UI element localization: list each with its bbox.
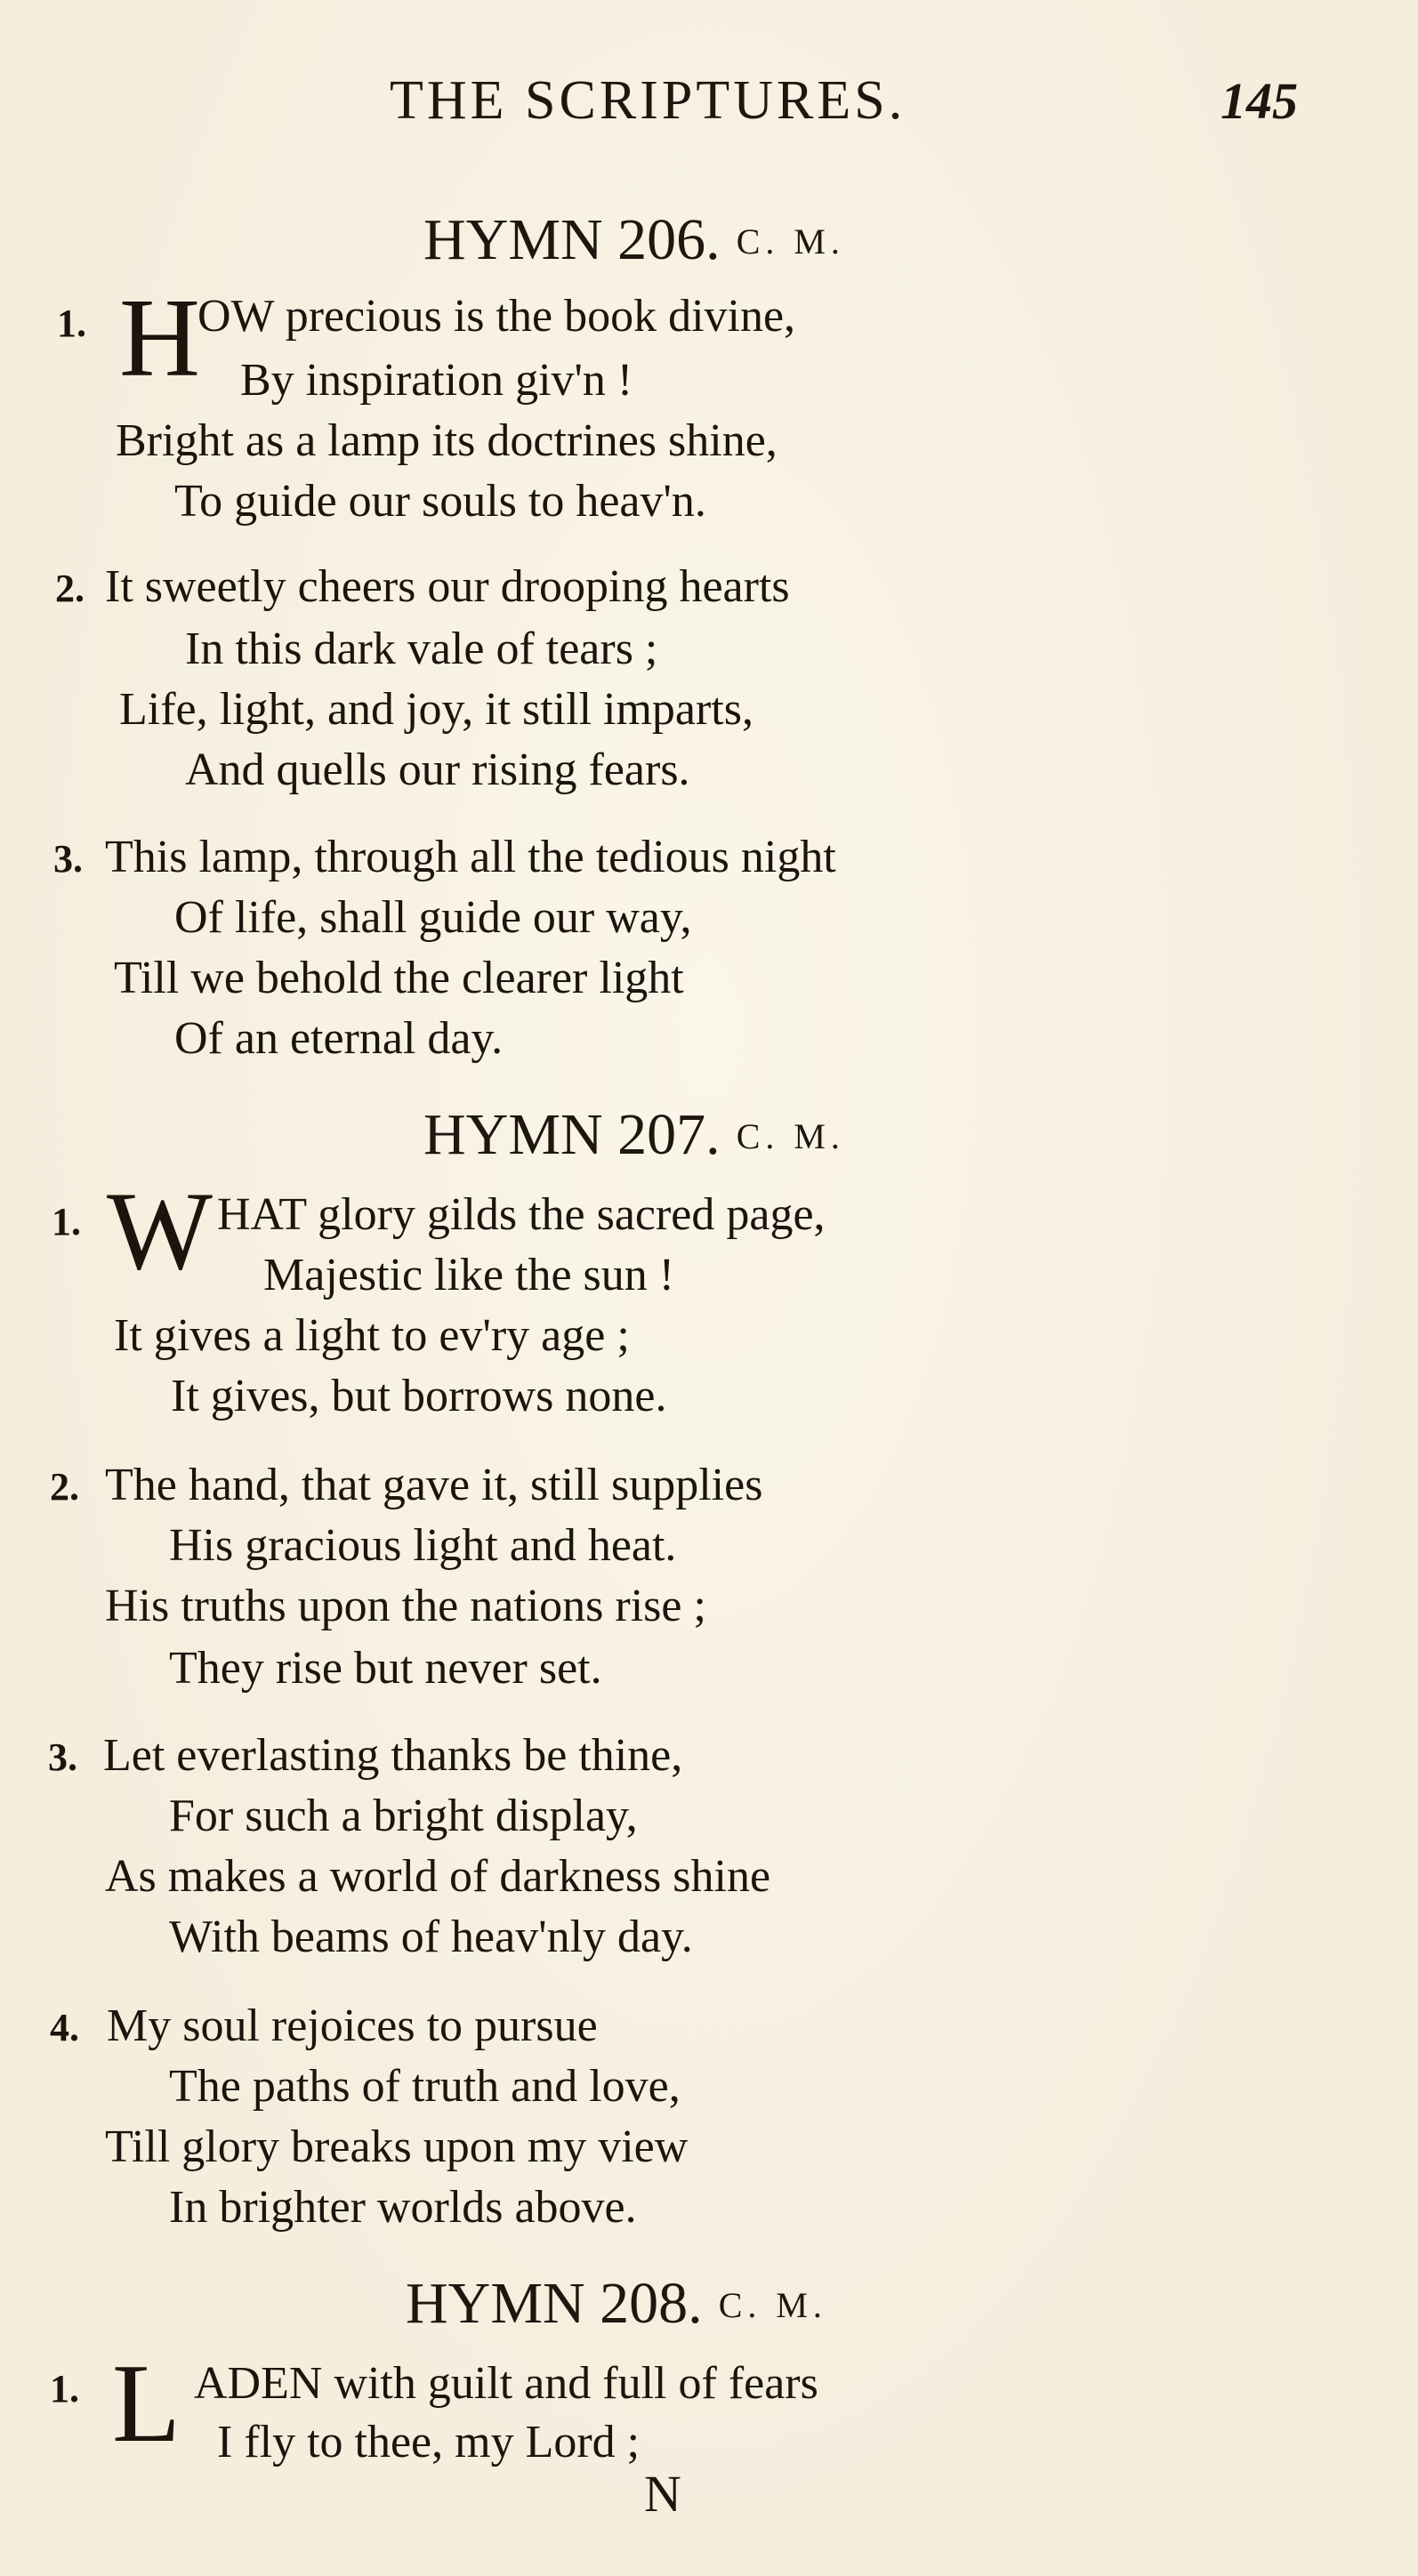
verse-line: Till glory breaks upon my view	[105, 2121, 689, 2172]
verse-line: It sweetly cheers our drooping hearts	[105, 561, 790, 612]
verse-line: Till we behold the clearer light	[114, 953, 684, 1003]
hymn-number: HYMN 206.	[423, 207, 721, 272]
catchword: N	[644, 2465, 681, 2523]
verse-line: This lamp, through all the tedious night	[105, 832, 836, 882]
verse-line: Life, light, and joy, it still imparts,	[119, 684, 753, 735]
verse-line: With beams of heav'nly day.	[169, 1912, 693, 1962]
verse-line: My soul rejoices to pursue	[107, 2000, 598, 2051]
drop-cap: H	[119, 277, 200, 400]
hymn-title	[406, 2270, 827, 2338]
verse-number: 2.	[55, 567, 85, 610]
verse-line: His truths upon the nations rise ;	[105, 1581, 706, 1631]
verse-line: And quells our rising fears.	[185, 745, 690, 795]
hymn-number: HYMN 208.	[406, 2271, 703, 2336]
verse-line: The paths of truth and love,	[169, 2061, 681, 2112]
hymn-meter: C. M.	[736, 1116, 845, 1156]
verse-line: ADEN with guilt and full of fears	[194, 2358, 818, 2409]
verse-number: 1.	[57, 302, 86, 345]
verse-number: 2.	[50, 1465, 79, 1509]
page-number: 145	[1221, 72, 1298, 130]
verse-line: I fly to thee, my Lord ;	[217, 2417, 641, 2467]
verse-line: In this dark vale of tears ;	[185, 624, 658, 674]
verse-line: Majestic like the sun !	[263, 1250, 675, 1300]
verse-line: For such a bright display,	[169, 1791, 638, 1841]
drop-cap: W	[107, 1170, 213, 1293]
verse-number: 3.	[48, 1735, 77, 1779]
verse-line: It gives a light to ev'ry age ;	[114, 1310, 630, 1361]
verse-number: 3.	[53, 837, 83, 881]
hymn-title	[423, 206, 845, 274]
hymn-title	[423, 1101, 845, 1169]
hymn-meter: C. M.	[736, 221, 845, 262]
verse-line: His gracious light and heat.	[169, 1520, 677, 1571]
verse-line: Let everlasting thanks be thine,	[103, 1730, 683, 1781]
verse-line: Of life, shall guide our way,	[174, 892, 692, 943]
hymn-number: HYMN 207.	[423, 1102, 721, 1167]
verse-line: It gives, but borrows none.	[171, 1371, 667, 1421]
verse-line: By inspiration giv'n !	[240, 355, 633, 406]
verse-line: In brighter worlds above.	[169, 2182, 637, 2233]
verse-line: HAT glory gilds the sacred page,	[217, 1189, 826, 1240]
verse-line: Bright as a lamp its doctrines shine,	[116, 415, 777, 466]
drop-cap: L	[112, 2342, 181, 2466]
verse-line: They rise but never set.	[169, 1643, 602, 1694]
verse-line: OW precious is the book divine,	[197, 291, 796, 342]
verse-line: As makes a world of darkness shine	[105, 1851, 771, 1902]
verse-number: 4.	[50, 2006, 79, 2049]
verse-line: Of an eternal day.	[174, 1013, 504, 1064]
verse-number: 1.	[52, 1200, 81, 1244]
verse-number: 1.	[50, 2367, 79, 2411]
verse-line: The hand, that gave it, still supplies	[105, 1460, 763, 1510]
hymn-meter: C. M.	[718, 2285, 827, 2325]
running-head: THE SCRIPTURES.	[390, 70, 906, 131]
verse-line: To guide our souls to heav'n.	[174, 476, 706, 527]
